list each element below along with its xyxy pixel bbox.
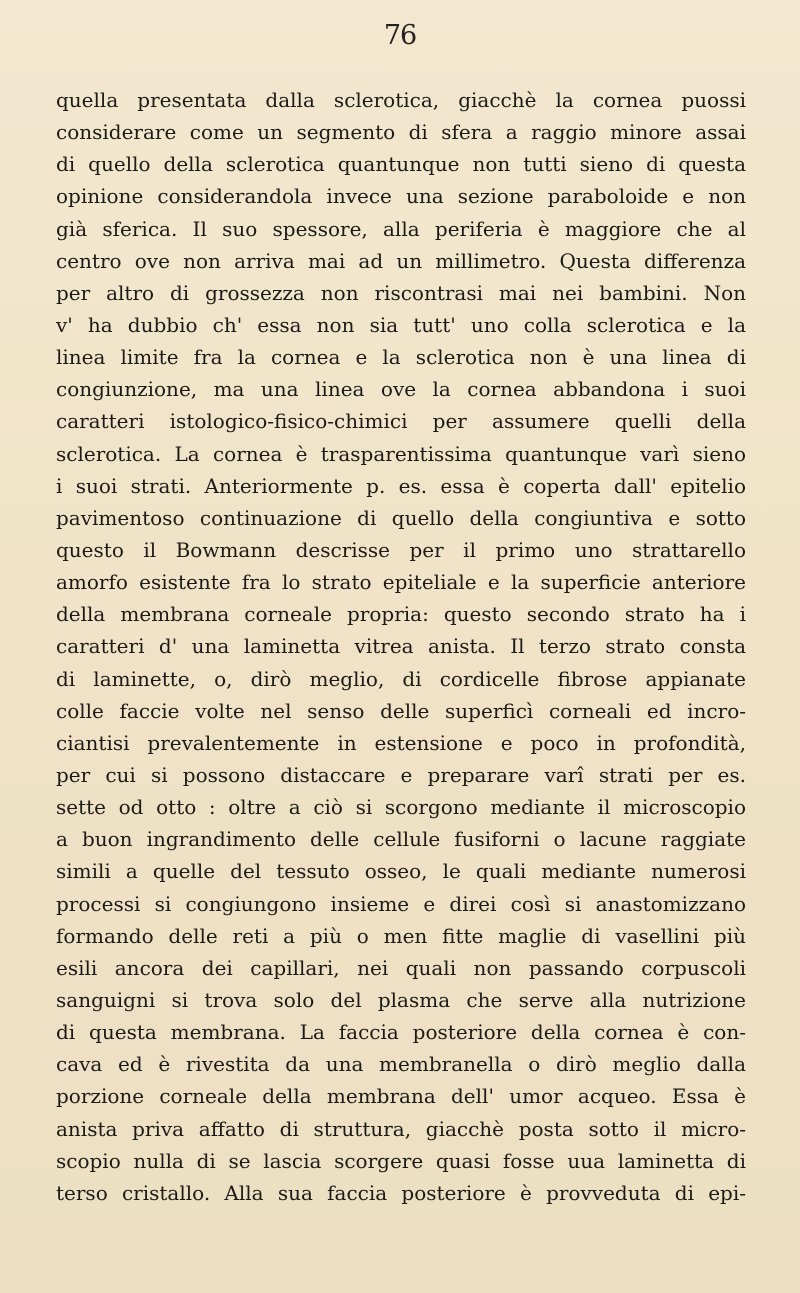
text-line: porzione corneale della membrana dell' umor acqueo. Essa è <box>56 1084 746 1109</box>
text-line: centro ove non arriva mai ad un millimetro. Questa differenza <box>56 248 746 273</box>
text-line: sanguigni si trova solo del plasma che serve alla nutrizione <box>56 987 746 1012</box>
text-line: cava ed è rivestita da una membranella o dirò meglio dalla <box>56 1052 746 1077</box>
text-line: processi si congiungono insieme e direi così si anastomizzano <box>56 891 746 916</box>
text-line: di quello della sclerotica quantunque non tutti sieno di questa <box>56 152 746 177</box>
text-line: caratteri istologico-fisico-chimici per assumere quelli della <box>56 409 746 434</box>
text-line: sette od otto : oltre a ciò si scorgono mediante il microscopio <box>56 795 746 820</box>
text-line: caratteri d' una laminetta vitrea anista. Il terzo strato consta <box>56 634 746 659</box>
text-line: considerare come un segmento di sfera a raggio minore assai <box>56 120 746 145</box>
text-line: sclerotica. La cornea è trasparentissima quantunque varì sieno <box>56 441 746 466</box>
text-line: quella presentata dalla sclerotica, giacchè la cornea puossi <box>56 88 746 112</box>
text-line: della membrana corneale propria: questo secondo strato ha i <box>56 602 746 627</box>
body-text <box>56 84 746 1209</box>
text-line: già sferica. Il suo spessore, alla periferia è maggiore che al <box>56 216 746 241</box>
text-line: anista priva affatto di struttura, giacchè posta sotto il micro- <box>56 1116 746 1141</box>
text-line: a buon ingrandimento delle cellule fusiforni o lacune raggiate <box>56 827 746 852</box>
text-line: pavimentoso continuazione di quello della congiuntiva e sotto <box>56 505 746 530</box>
text-line: simili a quelle del tessuto osseo, le quali mediante numerosi <box>56 859 746 884</box>
text-line: questo il Bowmann descrisse per il primo uno strattarello <box>56 537 746 562</box>
text-line: formando delle reti a più o men fitte maglie di vasellini più <box>56 923 746 948</box>
text-line: scopio nulla di se lascia scorgere quasi fosse uua laminetta di <box>56 1148 746 1173</box>
text-line: colle faccie volte nel senso delle superficì corneali ed incro- <box>56 698 746 723</box>
text-line: per altro di grossezza non riscontrasi mai nei bambini. Non <box>56 280 746 305</box>
text-line: per cui si possono distaccare e preparare varî strati per es. <box>56 762 746 787</box>
text-line: di laminette, o, dirò meglio, di cordicelle fibrose appianate <box>56 666 746 691</box>
text-line: ciantisi prevalentemente in estensione e poco in profondità, <box>56 730 746 755</box>
text-line: i suoi strati. Anteriormente p. es. essa è coperta dall' epitelio <box>56 473 746 498</box>
text-line: esili ancora dei capillari, nei quali non passando corpuscoli <box>56 955 746 980</box>
text-line: v' ha dubbio ch' essa non sia tutt' uno colla sclerotica e la <box>56 312 746 337</box>
text-line: congiunzione, ma una linea ove la cornea abbandona i suoi <box>56 377 746 402</box>
text-line: opinione considerandola invece una sezione paraboloide e non <box>56 184 746 209</box>
text-line: di questa membrana. La faccia posteriore della cornea è con- <box>56 1020 746 1045</box>
text-line: linea limite fra la cornea e la sclerotica non è una linea di <box>56 345 746 370</box>
text-line: amorfo esistente fra lo strato epiteliale e la superficie anteriore <box>56 570 746 595</box>
text-line: terso cristallo. Alla sua faccia posteriore è provveduta di epi- <box>56 1180 746 1205</box>
page-number: 76 <box>383 20 417 51</box>
